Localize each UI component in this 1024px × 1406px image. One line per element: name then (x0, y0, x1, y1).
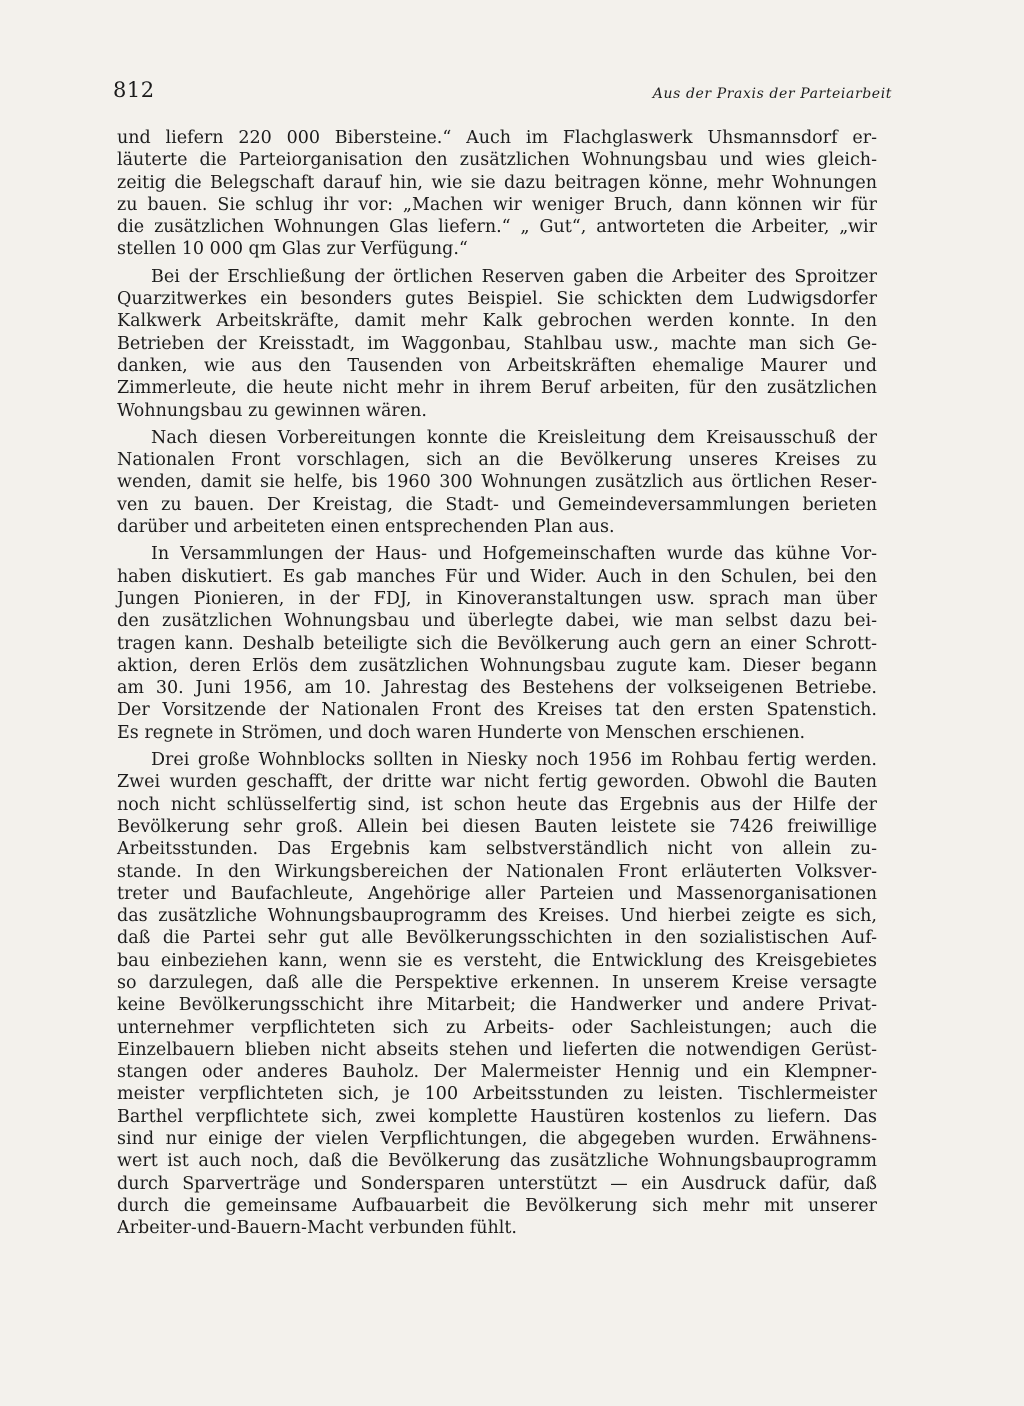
body-text (117, 127, 877, 1240)
paragraph-1 (117, 127, 877, 261)
text-line: Nach diesen Vorbereitungen konnte die Kreisleitung dem Kreisausschuß der (151, 427, 877, 448)
text-line: durch die gemeinsame Aufbauarbeit die Bevölkerung sich mehr mit unserer (117, 1195, 877, 1216)
text-line: das zusätzliche Wohnungsbauprogramm des Kreises. Und hierbei zeigte es sich, (117, 906, 877, 927)
paragraph-3 (117, 427, 877, 538)
text-line: Drei große Wohnblocks sollten in Niesky noch 1956 im Rohbau fertig werden. (151, 750, 877, 771)
text-line: Der Vorsitzende der Nationalen Front des Kreises tat den ersten Spatenstich. (117, 700, 877, 721)
text-line: Quarzitwerkes ein besonders gutes Beispiel. Sie schickten dem Ludwigsdorfer (117, 289, 877, 310)
text-line: Wohnungsbau zu gewinnen wären. (117, 400, 427, 421)
text-line: den zusätzlichen Wohnungsbau und überlegte dabei, wie man selbst dazu bei- (117, 611, 877, 632)
text-line: am 30. Juni 1956, am 10. Jahrestag des Bestehens der volkseigenen Betriebe. (117, 678, 877, 699)
text-line: Bei der Erschließung der örtlichen Reserven gaben die Arbeiter des Sproitzer (151, 266, 877, 287)
text-line: Zwei wurden geschafft, der dritte war nicht fertig geworden. Obwohl die Bauten (117, 772, 877, 793)
page-number: 812 (113, 78, 155, 102)
text-line: meister verpflichteten sich, je 100 Arbeitsstunden zu leisten. Tischlermeister (117, 1084, 877, 1105)
text-line: zeitig die Belegschaft darauf hin, wie sie dazu beitragen könne, mehr Wohnungen (117, 172, 877, 193)
text-line: In Versammlungen der Haus- und Hofgemeinschaften wurde das kühne Vor- (151, 544, 877, 565)
text-line: aktion, deren Erlös dem zusätzlichen Wohnungsbau zugute kam. Dieser begann (117, 655, 877, 676)
text-line: so darzulegen, daß alle die Perspektive erkennen. In unserem Kreise versagte (117, 972, 877, 993)
text-line: Bevölkerung sehr groß. Allein bei diesen Bauten leistete sie 7426 freiwillige (117, 816, 877, 837)
text-line: Betrieben der Kreisstadt, im Waggonbau, Stahlbau usw., machte man sich Ge- (117, 333, 877, 354)
text-line: daß die Partei sehr gut alle Bevölkerungsschichten in den sozialistischen Auf- (117, 928, 877, 949)
text-line: die zusätzlichen Wohnungen Glas liefern.“ „ Gut“, antworteten die Arbeiter, „wir (117, 217, 877, 238)
text-line: bau einbeziehen kann, wenn sie es versteht, die Entwicklung des Kreisgebietes (117, 950, 877, 971)
running-head: Aus der Praxis der Parteiarbeit (652, 86, 892, 102)
text-line: und liefern 220 000 Bibersteine.“ Auch im Flachglaswerk Uhsmannsdorf er- (117, 128, 877, 148)
text-line: stangen oder anderes Bauholz. Der Malermeister Hennig und ein Klempner- (117, 1062, 877, 1083)
text-line: wert ist auch noch, daß die Bevölkerung das zusätzliche Wohnungsbauprogramm (117, 1151, 877, 1172)
text-line: Arbeitsstunden. Das Ergebnis kam selbstverständlich nicht von allein zu- (117, 839, 877, 860)
text-line: danken, wie aus den Tausenden von Arbeitskräften ehemalige Maurer und (117, 355, 877, 376)
text-line: Jungen Pionieren, in der FDJ, in Kinoveranstaltungen usw. sprach man über (117, 588, 877, 609)
text-line: wenden, damit sie helfe, bis 1960 300 Wohnungen zusätzlich aus örtlichen Reser- (117, 472, 877, 493)
text-line: Zimmerleute, die heute nicht mehr in ihrem Beruf arbeiten, für den zusätzlichen (117, 378, 877, 399)
text-line: stande. In den Wirkungsbereichen der Nationalen Front erläuterten Volksver- (117, 861, 877, 882)
text-line: Arbeiter-und-Bauern-Macht verbunden fühlt. (117, 1218, 517, 1239)
text-line: unternehmer verpflichteten sich zu Arbeits- oder Sachleistungen; auch die (117, 1017, 877, 1038)
text-line: Es regnete in Strömen, und doch waren Hunderte von Menschen erschienen. (117, 722, 806, 743)
paragraph-4 (117, 543, 877, 744)
text-line: sind nur einige der vielen Verpflichtungen, die abgegeben wurden. Erwähnens- (117, 1129, 877, 1150)
text-line: Einzelbauern blieben nicht abseits stehen und lieferten die notwendigen Gerüst- (117, 1039, 877, 1060)
text-line: läuterte die Parteiorganisation den zusätzlichen Wohnungsbau und wies gleich- (117, 150, 877, 171)
text-line: tragen kann. Deshalb beteiligte sich die Bevölkerung auch gern an einer Schrott- (117, 633, 877, 654)
paragraph-5 (117, 749, 877, 1240)
text-line: zu bauen. Sie schlug ihr vor: „Machen wir weniger Bruch, dann können wir für (117, 194, 877, 215)
text-line: stellen 10 000 qm Glas zur Verfügung.“ (117, 239, 468, 260)
text-line: haben diskutiert. Es gab manches Für und Wider. Auch in den Schulen, bei den (117, 566, 877, 587)
text-line: ven zu bauen. Der Kreistag, die Stadt- und Gemeindeversammlungen berieten (117, 494, 877, 515)
paragraph-2 (117, 266, 877, 422)
text-line: treter und Baufachleute, Angehörige aller Parteien und Massenorganisationen (117, 883, 877, 904)
text-line: durch Sparverträge und Sondersparen unterstützt — ein Ausdruck dafür, daß (117, 1173, 877, 1194)
text-line: darüber und arbeiteten einen entsprechenden Plan aus. (117, 517, 615, 538)
text-line: keine Bevölkerungsschicht ihre Mitarbeit; die Handwerker und andere Privat- (117, 995, 877, 1016)
text-line: Barthel verpflichtete sich, zwei komplette Haustüren kostenlos zu liefern. Das (117, 1106, 877, 1127)
text-line: Nationalen Front vorschlagen, sich an die Bevölkerung unseres Kreises zu (117, 450, 877, 471)
text-line: Kalkwerk Arbeitskräfte, damit mehr Kalk gebrochen werden konnte. In den (117, 311, 877, 332)
text-line: noch nicht schlüsselfertig sind, ist schon heute das Ergebnis aus der Hilfe der (117, 794, 877, 815)
